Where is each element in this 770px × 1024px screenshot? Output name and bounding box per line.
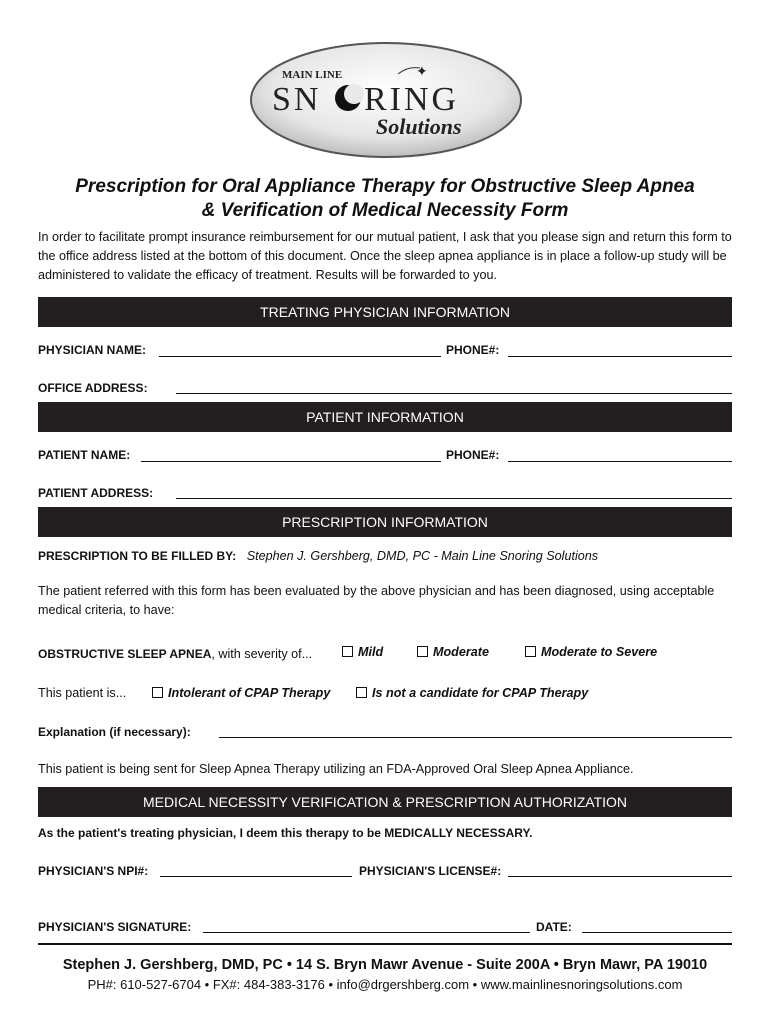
main-line-snoring-logo xyxy=(248,40,524,160)
physician-name-label: PHYSICIAN NAME: xyxy=(38,343,147,357)
checkbox-icon[interactable] xyxy=(152,687,163,698)
osa-suffix: , with severity of... xyxy=(211,647,313,661)
checkbox-icon[interactable] xyxy=(417,646,428,657)
explanation-field[interactable] xyxy=(219,737,732,738)
svg-text:MAIN LINE: MAIN LINE xyxy=(282,69,343,81)
patient-section-header: PATIENT INFORMATION xyxy=(38,402,732,432)
cpap-option-not-candidate[interactable]: Is not a candidate for CPAP Therapy xyxy=(356,686,588,700)
severity-option-mild[interactable]: Mild xyxy=(342,645,383,659)
patient-address-field[interactable] xyxy=(176,498,732,499)
office-address-field[interactable] xyxy=(176,393,732,394)
patient-is-label: This patient is... xyxy=(38,686,127,700)
osa-row xyxy=(38,645,312,663)
signature-field[interactable] xyxy=(203,932,530,933)
date-label: DATE: xyxy=(536,920,572,934)
npi-label: PHYSICIAN'S NPI#: xyxy=(38,864,149,878)
checkbox-icon[interactable] xyxy=(342,646,353,657)
form-title-line1: Prescription for Oral Appliance Therapy for Obstructive Sleep Apnea xyxy=(75,176,695,197)
form-title-line2: & Verification of Medical Necessity Form xyxy=(201,200,569,221)
filled-by-value: Stephen J. Gershberg, DMD, PC - Main Line Snoring Solutions xyxy=(246,549,599,563)
necessity-statement: As the patient's treating physician, I deem this therapy to be MEDICALLY NECESSARY. xyxy=(38,826,533,840)
verification-section-header: MEDICAL NECESSITY VERIFICATION & PRESCRIPTION AUTHORIZATION xyxy=(38,787,732,817)
footer-contact: PH#: 610-527-6704 • FX#: 484-383-3176 • info@drgershberg.com • www.mainlinesnoringsolutions.com xyxy=(87,977,683,992)
physician-phone-field[interactable] xyxy=(508,356,732,357)
npi-field[interactable] xyxy=(160,876,352,877)
severity-option-moderate[interactable]: Moderate xyxy=(417,645,489,659)
filled-by-label: PRESCRIPTION TO BE FILLED BY: xyxy=(38,549,237,563)
checkbox-icon[interactable] xyxy=(356,687,367,698)
physician-section-header: TREATING PHYSICIAN INFORMATION xyxy=(38,297,732,327)
filled-by-row xyxy=(38,547,598,565)
footer-address: Stephen J. Gershberg, DMD, PC • 14 S. Bryn Mawr Avenue - Suite 200A • Bryn Mawr, PA 19010 xyxy=(62,957,708,973)
sent-text: This patient is being sent for Sleep Apnea Therapy utilizing an FDA-Approved Oral Sleep Apnea Appliance. xyxy=(38,762,634,776)
license-label: PHYSICIAN'S LICENSE#: xyxy=(359,864,502,878)
svg-text:RING: RING xyxy=(364,81,460,118)
physician-name-field[interactable] xyxy=(159,356,441,357)
evaluated-text: The patient referred with this form has been evaluated by the above physician and has been diagnosed, using acceptable medical criteria, to have: xyxy=(38,584,715,617)
checkbox-icon[interactable] xyxy=(525,646,536,657)
patient-address-label: PATIENT ADDRESS: xyxy=(38,486,154,500)
patient-phone-label: PHONE#: xyxy=(446,448,500,462)
physician-phone-label: PHONE#: xyxy=(446,343,500,357)
star-icon: ✦ xyxy=(416,63,428,79)
osa-label: OBSTRUCTIVE SLEEP APNEA xyxy=(38,647,212,661)
prescription-section-header: PRESCRIPTION INFORMATION xyxy=(38,507,732,537)
svg-text:Solutions: Solutions xyxy=(376,114,462,139)
office-address-label: OFFICE ADDRESS: xyxy=(38,381,148,395)
explanation-label: Explanation (if necessary): xyxy=(38,725,191,739)
date-field[interactable] xyxy=(582,932,732,933)
signature-label: PHYSICIAN'S SIGNATURE: xyxy=(38,920,192,934)
patient-phone-field[interactable] xyxy=(508,461,732,462)
patient-name-field[interactable] xyxy=(141,461,441,462)
severity-option-moderate-to-severe[interactable]: Moderate to Severe xyxy=(525,645,657,659)
footer-divider xyxy=(38,943,732,945)
license-field[interactable] xyxy=(508,876,732,877)
intro-paragraph: In order to facilitate prompt insurance reimbursement for our mutual patient, I ask that you please sign and return this form to the office address listed at the bottom of this document. Once the sleep apnea appliance is in place a follow-up study will be administered to validate the efficacy of treatment. Results will be forwarded to you. xyxy=(38,230,732,282)
patient-name-label: PATIENT NAME: xyxy=(38,448,131,462)
cpap-option-intolerant[interactable]: Intolerant of CPAP Therapy xyxy=(152,686,330,700)
svg-text:SN: SN xyxy=(272,81,322,118)
